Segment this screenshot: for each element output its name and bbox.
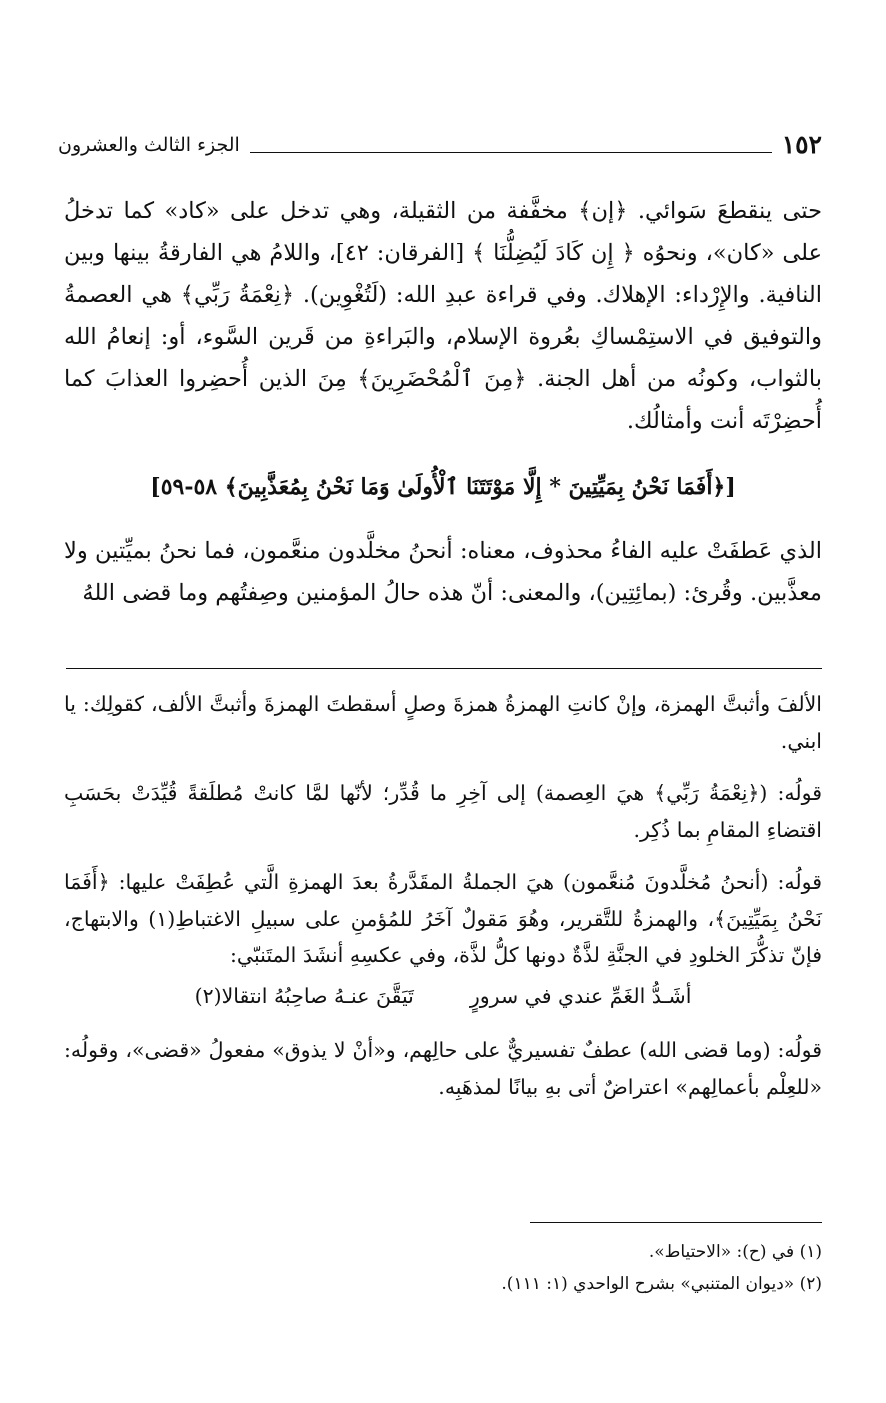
commentary-paragraph: قولُه: (أنحنُ مُخلَّدونَ مُنعَّمون) هيَ الجملةُ المقَدَّرةُ بعدَ الهمزةِ الَّتي عُطِفَتْ عليها: ﴿أَفَمَا نَحْنُ بِمَيِّتِينَ﴾، والهمزةُ للتَّقرير، وهُوَ مَقولٌ آخَرُ للمُؤمنِ على سبيلِ الاغتباطِ(١) والابتهاج، فإنّ تذكُّرَ الخلودِ في الجنَّةِ لذَّةٌ دونها كلُّ لذَّة، وفي عكسِهِ أنشَدَ المتَنبّي: [64,870,822,967]
header-rule [250,152,772,153]
text-commentary-divider [66,668,822,669]
footnote: (١) في (ح): «الاحتياط». [648,1242,822,1262]
page-number: ١٥٢ [781,130,822,159]
main-paragraph: الذي عَطفَتْ عليه الفاءُ محذوف، معناه: أنحنُ مخلَّدون منعَّمون، فما نحنُ بميِّتين ولا معذَّبين. وقُرئ: (بمائِتِين)، والمعنى: أنّ هذه حالُ المؤمنين وصِفتُهم وما قضى اللهُ [64,538,822,606]
quran-verse: [﴿أَفَمَا نَحْنُ بِمَيِّتِينَ * إِلَّا مَوْتَتَنَا ٱلْأُولَىٰ وَمَا نَحْنُ بِمُعَذَّبِينَ﴾ ٥٨-٥٩] [150,474,736,500]
main-text [64,190,822,614]
poem-hemistich-first: أشَـدُّ الغَمِّ عندي في سرورٍ [469,983,692,1008]
poem-verse [64,978,822,1015]
commentary-paragraph: الألفَ وأثبتَّ الهمزة، وإنْ كانتِ الهمزةُ همزةَ وصلٍ أسقطتَ الهمزةَ وأثبتَّ الألف، كقولِك: يا ابني. [64,692,823,753]
commentary-paragraph: قولُه: (﴿نِعْمَةُ رَبِّي﴾ هيَ العِصمة) إلى آخِرِ ما قُدِّر؛ لأنّها لمَّا كانتْ مُطلَقةً قُيِّدَتْ بحَسَبِ اقتضاءِ المقامِ بما ذُكِر. [64,781,822,842]
footnote-rule [530,1222,822,1223]
poem-hemistich-second: تَيَقَّنَ عنـهُ صاحِبُهُ انتقالا(٢) [194,983,414,1008]
commentary-paragraph: قولُه: (وما قضى الله) عطفٌ تفسيريٌّ على حالِهم، و«أنْ لا يذوق» مفعولُ «قضى»، وقولُه: «للعِلْم بأعمالِهم» اعتراضٌ أتى بهِ بيانًا لمذهَبِه. [64,1038,822,1099]
footnotes [64,1236,822,1300]
commentary-section [64,686,822,1121]
footnote: (٢) «ديوان المتنبي» بشرح الواحدي (١: ١١١). [501,1274,822,1294]
main-paragraph: حتى ينقطعَ سَوائي. ﴿إن﴾ مخفَّفة من الثقيلة، وهي تدخل على «كاد» كما تدخلُ على «كان»، ونحوُه ﴿ إِن كَادَ لَيُضِلُّنَا ﴾ [الفرقان: ٤٢]، واللامُ هي الفارقةُ بينها وبين النافية. والإِرْداء: الإهلاك. وفي قراءة عبدِ الله: (لَتُغْوِين). ﴿نِعْمَةُ رَبِّي﴾ هي العصمةُ والتوفيق في الاستِمْساكِ بعُروة الإسلام، والبَراءةِ من قَرين السَّوء، أو: إنعامُ الله بالثواب، وكونُه من أهل الجنة. ﴿مِنَ ٱلْمُحْضَرِينَ﴾ مِنَ الذين أُحضِروا العذابَ كما أُحضِرْتَه أنت وأمثالُك. [64,198,822,434]
running-header [58,128,822,162]
part-title: الجزء الثالث والعشرون [58,134,240,156]
